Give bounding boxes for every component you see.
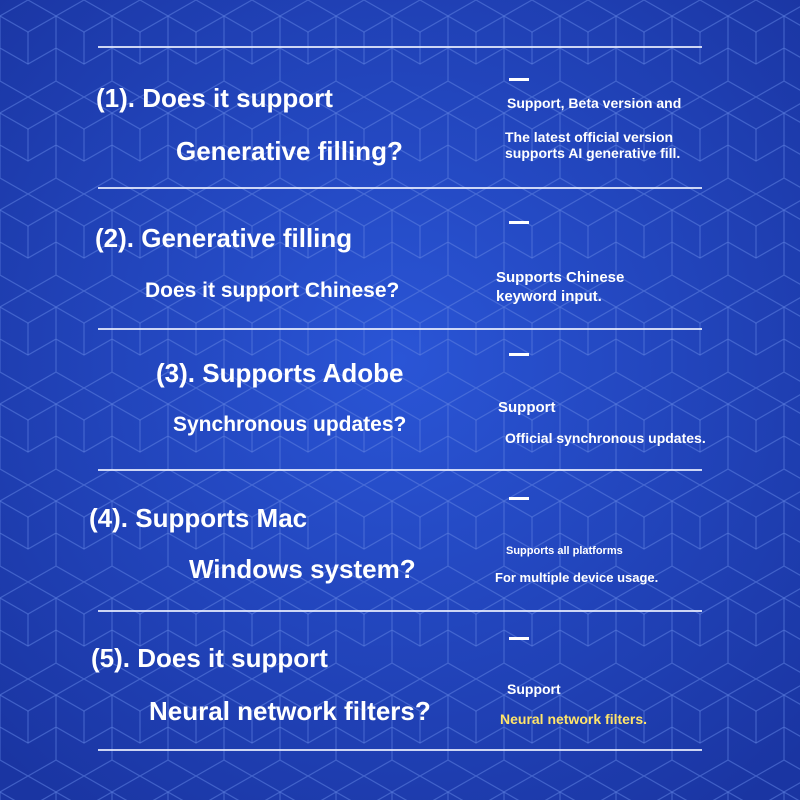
faq-3-question-line1: (3). Supports Adobe <box>156 358 404 388</box>
faq-2-question-line2: Does it support Chinese? <box>145 279 400 302</box>
faq-4-answer-line1: Supports all platforms <box>506 545 623 557</box>
faq-2-dash <box>509 221 529 224</box>
divider-4 <box>98 610 702 612</box>
faq-4-question-line2: Windows system? <box>189 554 416 584</box>
faq-1-answer-line1: Support, Beta version and <box>507 95 682 111</box>
faq-4-dash <box>509 497 529 500</box>
faq-2-question-line1: (2). Generative filling <box>95 223 353 253</box>
divider-bottom <box>98 749 702 751</box>
faq-3-answer-line2: Official synchronous updates. <box>505 430 706 446</box>
faq-4-answer-line2: For multiple device usage. <box>495 570 659 585</box>
faq-5-question-line1: (5). Does it support <box>91 643 328 673</box>
faq-2-answer-line1: Supports Chinese keyword input. <box>496 269 625 305</box>
faq-3-dash <box>509 353 529 356</box>
faq-1-question-line2: Generative filling? <box>176 136 403 166</box>
divider-2 <box>98 328 702 330</box>
faq-3-answer-line1: Support <box>498 399 556 416</box>
faq-1-dash <box>509 78 529 81</box>
divider-1 <box>98 187 702 189</box>
faq-5-answer-line1: Support <box>507 681 561 697</box>
faq-5-question-line2: Neural network filters? <box>149 696 431 726</box>
faq-1-answer-line2: The latest official version supports AI generative fill. <box>505 129 681 161</box>
faq-3-question-line2: Synchronous updates? <box>173 413 407 436</box>
divider-3 <box>98 469 702 471</box>
faq-5-dash <box>509 637 529 640</box>
faq-1-question-line1: (1). Does it support <box>96 83 333 113</box>
faq-5-answer-line2: Neural network filters. <box>500 711 648 727</box>
divider-top <box>98 46 702 48</box>
faq-4-question-line1: (4). Supports Mac <box>89 503 308 533</box>
